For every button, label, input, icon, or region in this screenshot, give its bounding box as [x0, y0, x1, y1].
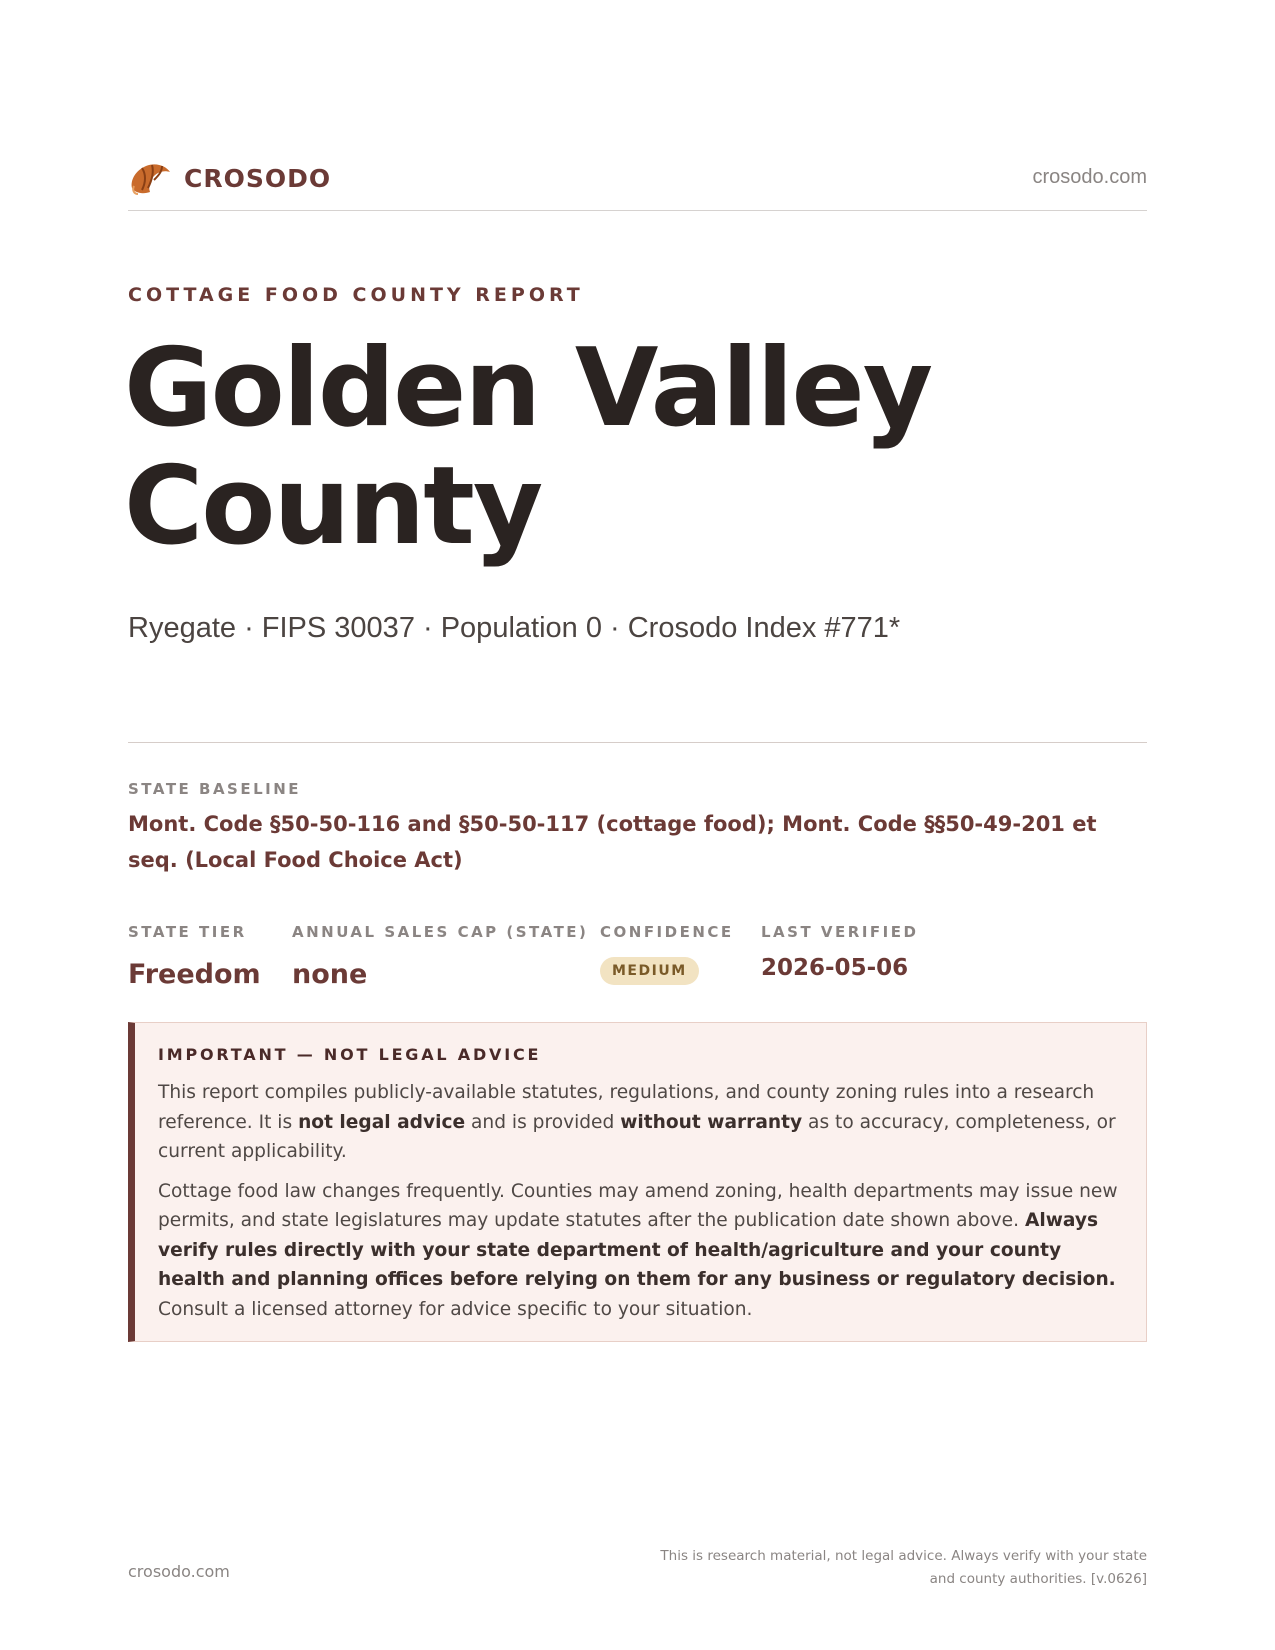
page-title: [124, 326, 1124, 569]
footer-site-link[interactable]: crosodo.com: [128, 1562, 230, 1581]
notice-emphasis: without warranty: [620, 1111, 803, 1133]
notice-text: and is provided: [465, 1111, 621, 1133]
title-line-2: County: [124, 444, 542, 569]
legal-notice: [128, 1022, 1147, 1342]
baseline-label: STATE BASELINE: [128, 780, 302, 798]
brand-logo[interactable]: [128, 158, 331, 198]
notice-text: as to accuracy, completeness, or current applicability.: [158, 1111, 1116, 1162]
stat-state-tier: [128, 923, 261, 990]
notice-text: Cottage food law changes frequently. Counties may amend zoning, health departments may issue new permits, and state legislatures may update statutes after the publication date shown above.: [158, 1180, 1118, 1231]
notice-emphasis: Always verify rules directly with your state department of health/agriculture and your county health and planning offices before relying on them for any business or regulatory decision.: [158, 1210, 1116, 1290]
last-verified-label: LAST VERIFIED: [761, 923, 919, 941]
stat-confidence: [600, 923, 734, 985]
stat-last-verified: [761, 923, 918, 981]
notice-title: IMPORTANT — NOT LEGAL ADVICE: [158, 1045, 542, 1064]
sales-cap-value: none: [292, 959, 368, 990]
state-tier-label: STATE TIER: [128, 923, 247, 941]
footer-disclaimer-line-1: This is research material, not legal advice. Always verify with your state: [660, 1548, 1147, 1564]
last-verified-value: 2026-05-06: [761, 955, 909, 981]
confidence-badge: MEDIUM: [600, 957, 699, 985]
footer-disclaimer: [627, 1545, 1147, 1591]
section-divider: [128, 742, 1147, 743]
notice-emphasis: not legal advice: [298, 1111, 466, 1133]
report-eyebrow: COTTAGE FOOD COUNTY REPORT: [128, 284, 584, 306]
footer-disclaimer-line-2: and county authorities. [v.0626]: [929, 1571, 1147, 1587]
title-line-1: Golden Valley: [124, 326, 932, 451]
stat-sales-cap: [292, 923, 588, 990]
confidence-label: CONFIDENCE: [600, 923, 734, 941]
baseline-text: Mont. Code §50-50-116 and §50-50-117 (cottage food); Mont. Code §§50-49-201 et seq. (Local Food Choice Act): [128, 812, 1097, 872]
notice-paragraph-2: [158, 1177, 1120, 1325]
notice-paragraph-1: [158, 1078, 1120, 1167]
brand-name: CROSODO: [184, 163, 332, 193]
notice-text: Consult a licensed attorney for advice specific to your situation.: [158, 1298, 753, 1320]
notice-text: This report compiles publicly-available statutes, regulations, and county zoning rules into a research reference. It is: [158, 1082, 1095, 1133]
site-link[interactable]: crosodo.com: [1032, 166, 1147, 188]
county-subtitle: Ryegate · FIPS 30037 · Population 0 · Crosodo Index #771*: [128, 612, 901, 644]
header-divider: [128, 210, 1147, 211]
state-tier-value: Freedom: [128, 959, 261, 990]
croissant-icon: [128, 158, 172, 198]
sales-cap-label: ANNUAL SALES CAP (STATE): [292, 923, 589, 941]
